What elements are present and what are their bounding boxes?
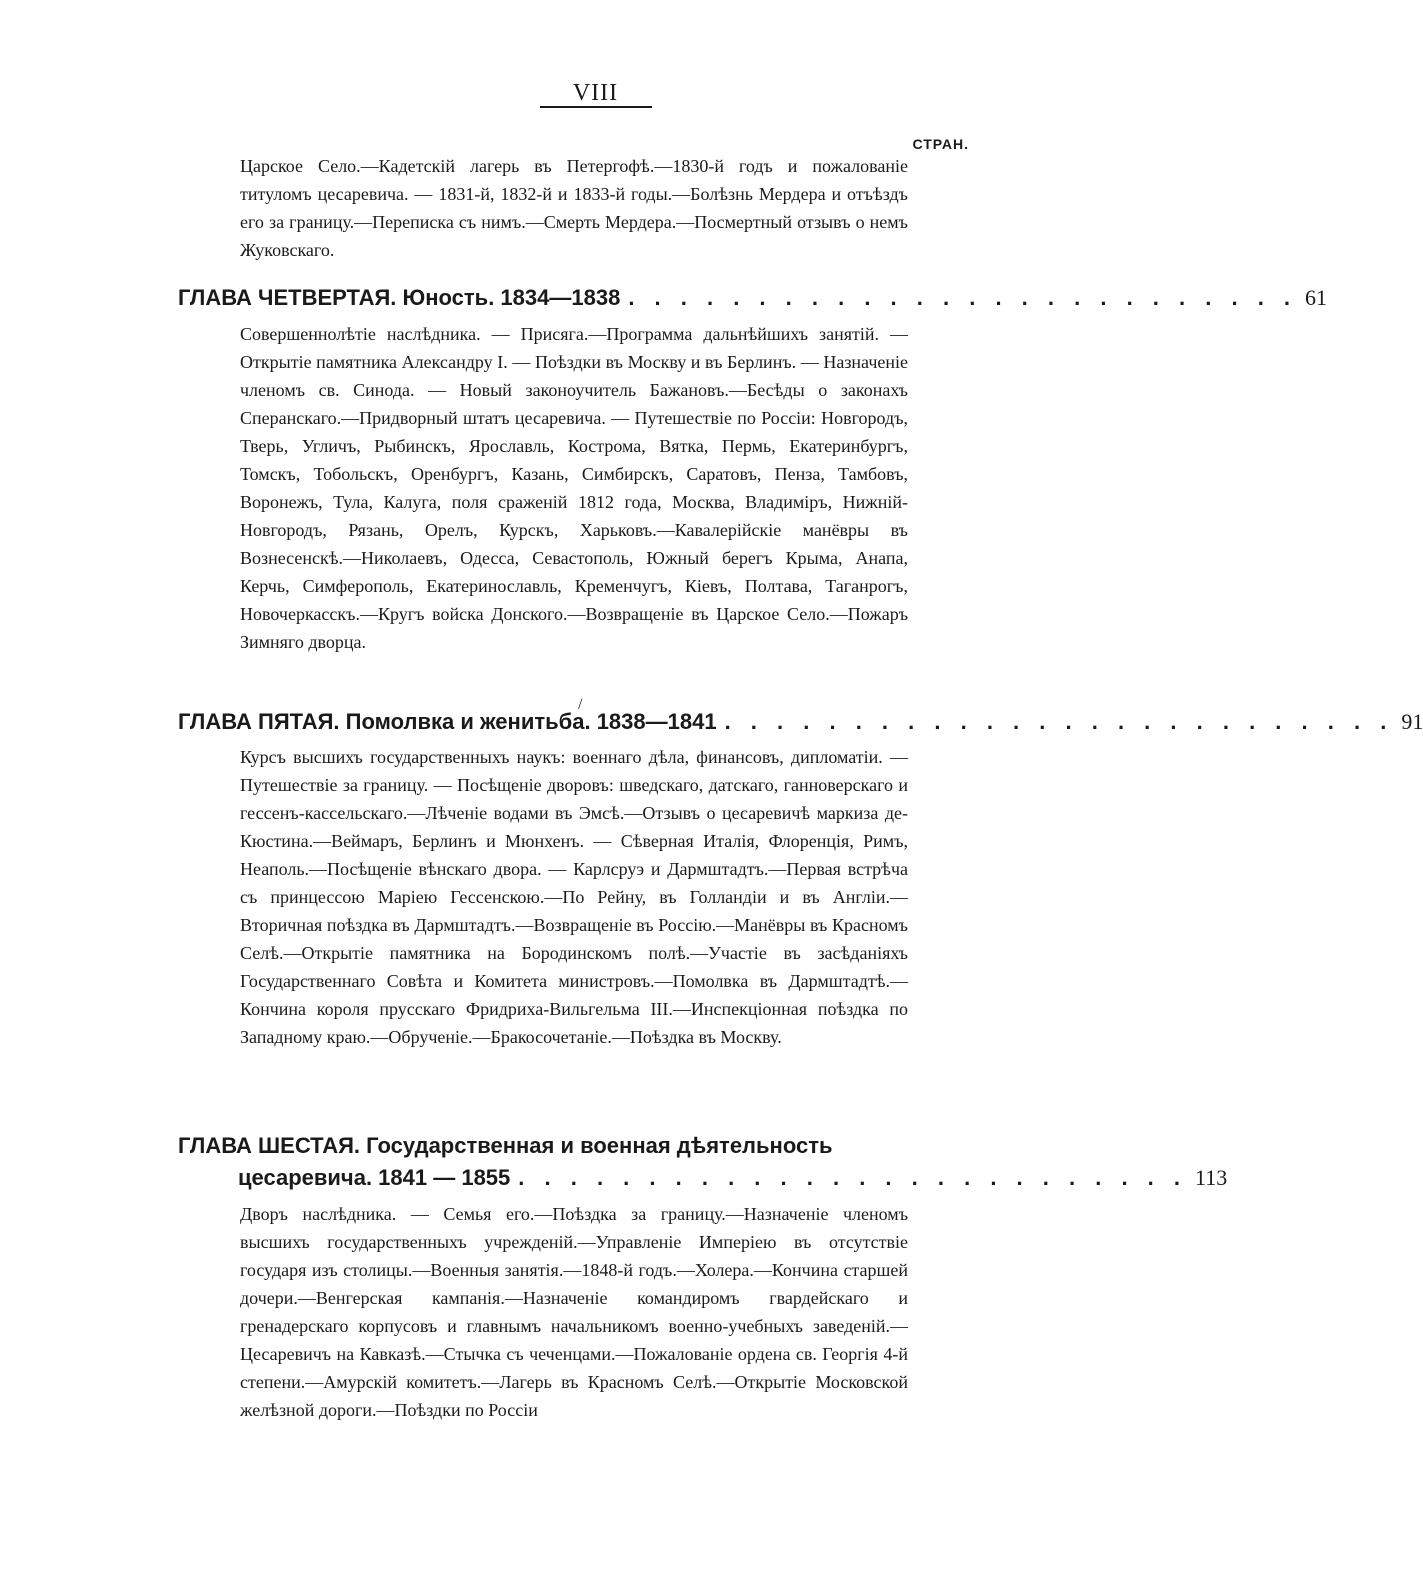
chapter-4-leader-dots: . . . . . . . . . . . . . . . . . . . . . . . . . .: [628, 285, 1298, 310]
chapter-5-leader-dots: . . . . . . . . . . . . . . . . . . . . . . . . . .: [724, 709, 1394, 734]
chapter-6-title-cont: цесаревича. 1841 — 1855: [238, 1165, 511, 1190]
page-number: VIII: [572, 80, 619, 106]
chapter-5-title: ГЛАВА ПЯТАЯ. Помолвка и женитьба. 1838—1841: [178, 709, 717, 734]
chapter-5-summary: Курсъ высшихъ государственныхъ наукъ: военнаго дѣла, финансовъ, дипломатіи. — Путешествіе за границу. — Посѣщеніе дворовъ: шведскаго, датскаго, ганноверскаго и гессенъ-кассельскаго.—Лѣченіе водами въ Эмсѣ.—Отзывъ о цесаревичѣ маркиза де-Кюстина.—Веймаръ, Берлинъ и Мюнхенъ. — Сѣверная Италія, Флоренція, Римъ, Неаполь.—Посѣщеніе вѣнскаго двора. — Карлсруэ и Дармштадтъ.—Первая встрѣча съ принцессою Маріею Гессенскою.—По Рейну, въ Голландіи и въ Англіи.—Вторичная поѣздка въ Дармштадтъ.—Возвращеніе въ Россію.—Манёвры въ Красномъ Селѣ.—Открытіе памятника на Бородинскомъ полѣ.—Участіе въ засѣданіяхъ Государственнаго Совѣта и Комитета министровъ.—Помолвка въ Дармштадтѣ.—Кончина короля прусскаго Фридриха-Вильгельма III.—Инспекціонная поѣздка по Западному краю.—Обрученіе.—Бракосочетаніе.—Поѣздка въ Москву.: [240, 747, 908, 1047]
chapter-6-summary: Дворъ наслѣдника. — Семья его.—Поѣздка за границу.—Назначеніе членомъ высшихъ государственныхъ учрежденій.—Управленіе Имперіею въ отсутствіе государя изъ столицы.—Военныя занятія.—1848-й годъ.—Холера.—Кончина старшей дочери.—Венгерская кампанія.—Назначеніе командиромъ гвардейскаго и гренадерскаго корпусовъ и главнымъ начальникомъ военно-учебныхъ заведеній.—Цесаревичъ на Кавказѣ.—Стычка съ чеченцами.—Пожалованіе ордена св. Георгія 4-й степени.—Амурскій комитетъ.—Лагерь въ Красномъ Селѣ.—Открытіе Московской желѣзной дороги.—Поѣздки по Россіи: [240, 1204, 908, 1420]
chapter-4-summary: Совершеннолѣтіе наслѣдника. — Присяга.—Программа дальнѣйшихъ занятій. — Открытіе памятника Александру I. — Поѣздки въ Москву и въ Берлинъ. — Назначеніе членомъ св. Синода. — Новый законоучитель Бажановъ.—Бесѣды о законахъ Сперанскаго.—Придворный штатъ цесаревича. — Путешествіе по Россіи: Новгородъ, Тверь, Угличъ, Рыбинскъ, Ярославль, Кострома, Вятка, Пермь, Екатеринбургъ, Томскъ, Тобольскъ, Оренбургъ, Казань, Симбирскъ, Саратовъ, Пенза, Тамбовъ, Воронежъ, Тула, Калуга, поля сраженій 1812 года, Москва, Владиміръ, Нижній-Новгородъ, Рязань, Орелъ, Курскъ, Харьковъ.—Кавалерійскіе манёвры въ Вознесенскѣ.—Николаевъ, Одесса, Севастополь, Южный берегъ Крыма, Анапа, Керчь, Симферополь, Екатеринославль, Кременчугъ, Кіевъ, Полтава, Таганрогъ, Новочеркасскъ.—Кругъ войска Донского.—Возвращеніе въ Царское Село.—Пожаръ Зимняго дворца.: [240, 324, 908, 652]
intro-text: Царское Село.—Кадетскій лагерь въ Петергофѣ.—1830-й годъ и пожалованіе титуломъ цесаревича. — 1831-й, 1832-й и 1833-й годы.—Болѣзнь Мердера и отъѣздъ его за границу.—Переписка съ нимъ.—Смерть Мердера.—Посмертный отзывъ о немъ Жуковскаго.: [240, 156, 908, 260]
chapter-6-leader-dots: . . . . . . . . . . . . . . . . . . . . . . . . . .: [518, 1165, 1188, 1190]
chapter-5-page: 91: [1401, 709, 1423, 734]
column-label: СТРАН.: [912, 136, 969, 152]
chapter-6-page: 113: [1195, 1165, 1228, 1190]
chapter-6-heading: [178, 1130, 1228, 1194]
page-number-rule: [540, 106, 652, 108]
chapter-6-title: ГЛАВА ШЕСТАЯ. Государственная и военная дѣятельность: [178, 1133, 833, 1158]
chapter-4-page: 61: [1305, 285, 1328, 310]
chapter-5-heading: [178, 706, 1423, 738]
chapter-4-title: ГЛАВА ЧЕТВЕРТАЯ. Юность. 1834—1838: [178, 285, 621, 310]
margin-mark: /: [578, 696, 583, 713]
chapter-4-heading: [178, 282, 1328, 314]
